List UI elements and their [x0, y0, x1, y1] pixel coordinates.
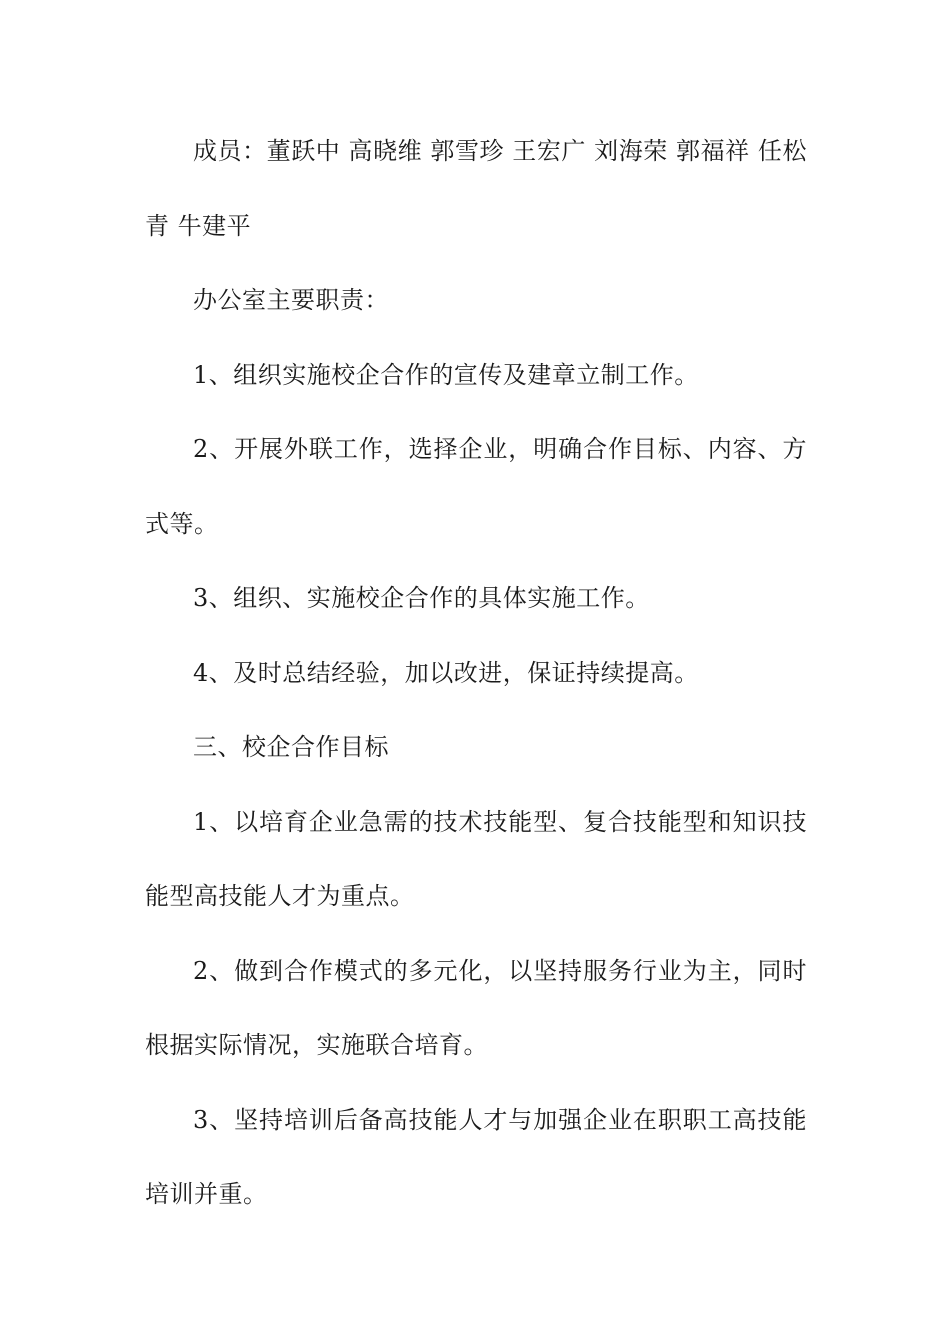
duty-item-1: 1、组织实施校企合作的宣传及建章立制工作。: [193, 360, 699, 389]
duty-item-3: 3、组织、实施校企合作的具体实施工作。: [193, 584, 650, 612]
goal-item-3: 3、坚持培训后备高技能人才与加强企业在职职工高技能培训并重。: [145, 1105, 807, 1208]
goal-item-2: 2、做到合作模式的多元化，以坚持服务行业为主，同时根据实际情况，实施联合培育。: [145, 956, 807, 1059]
duty-item-4: 4、及时总结经验，加以改进，保证持续提高。: [193, 658, 699, 687]
duty-item-2: 2、开展外联工作，选择企业，明确合作目标、内容、方式等。: [145, 435, 807, 538]
document-body: [145, 114, 807, 1232]
goal-item-1: 1、以培育企业急需的技术技能型、复合技能型和知识技能型高技能人才为重点。: [145, 807, 807, 910]
office-duties-heading: 办公室主要职责：: [193, 286, 389, 314]
section-heading-goals: 三、校企合作目标: [193, 733, 389, 761]
members-paragraph: 成员：董跃中 高晓维 郭雪珍 王宏广 刘海荣 郭福祥 任松青 牛建平: [145, 137, 807, 240]
